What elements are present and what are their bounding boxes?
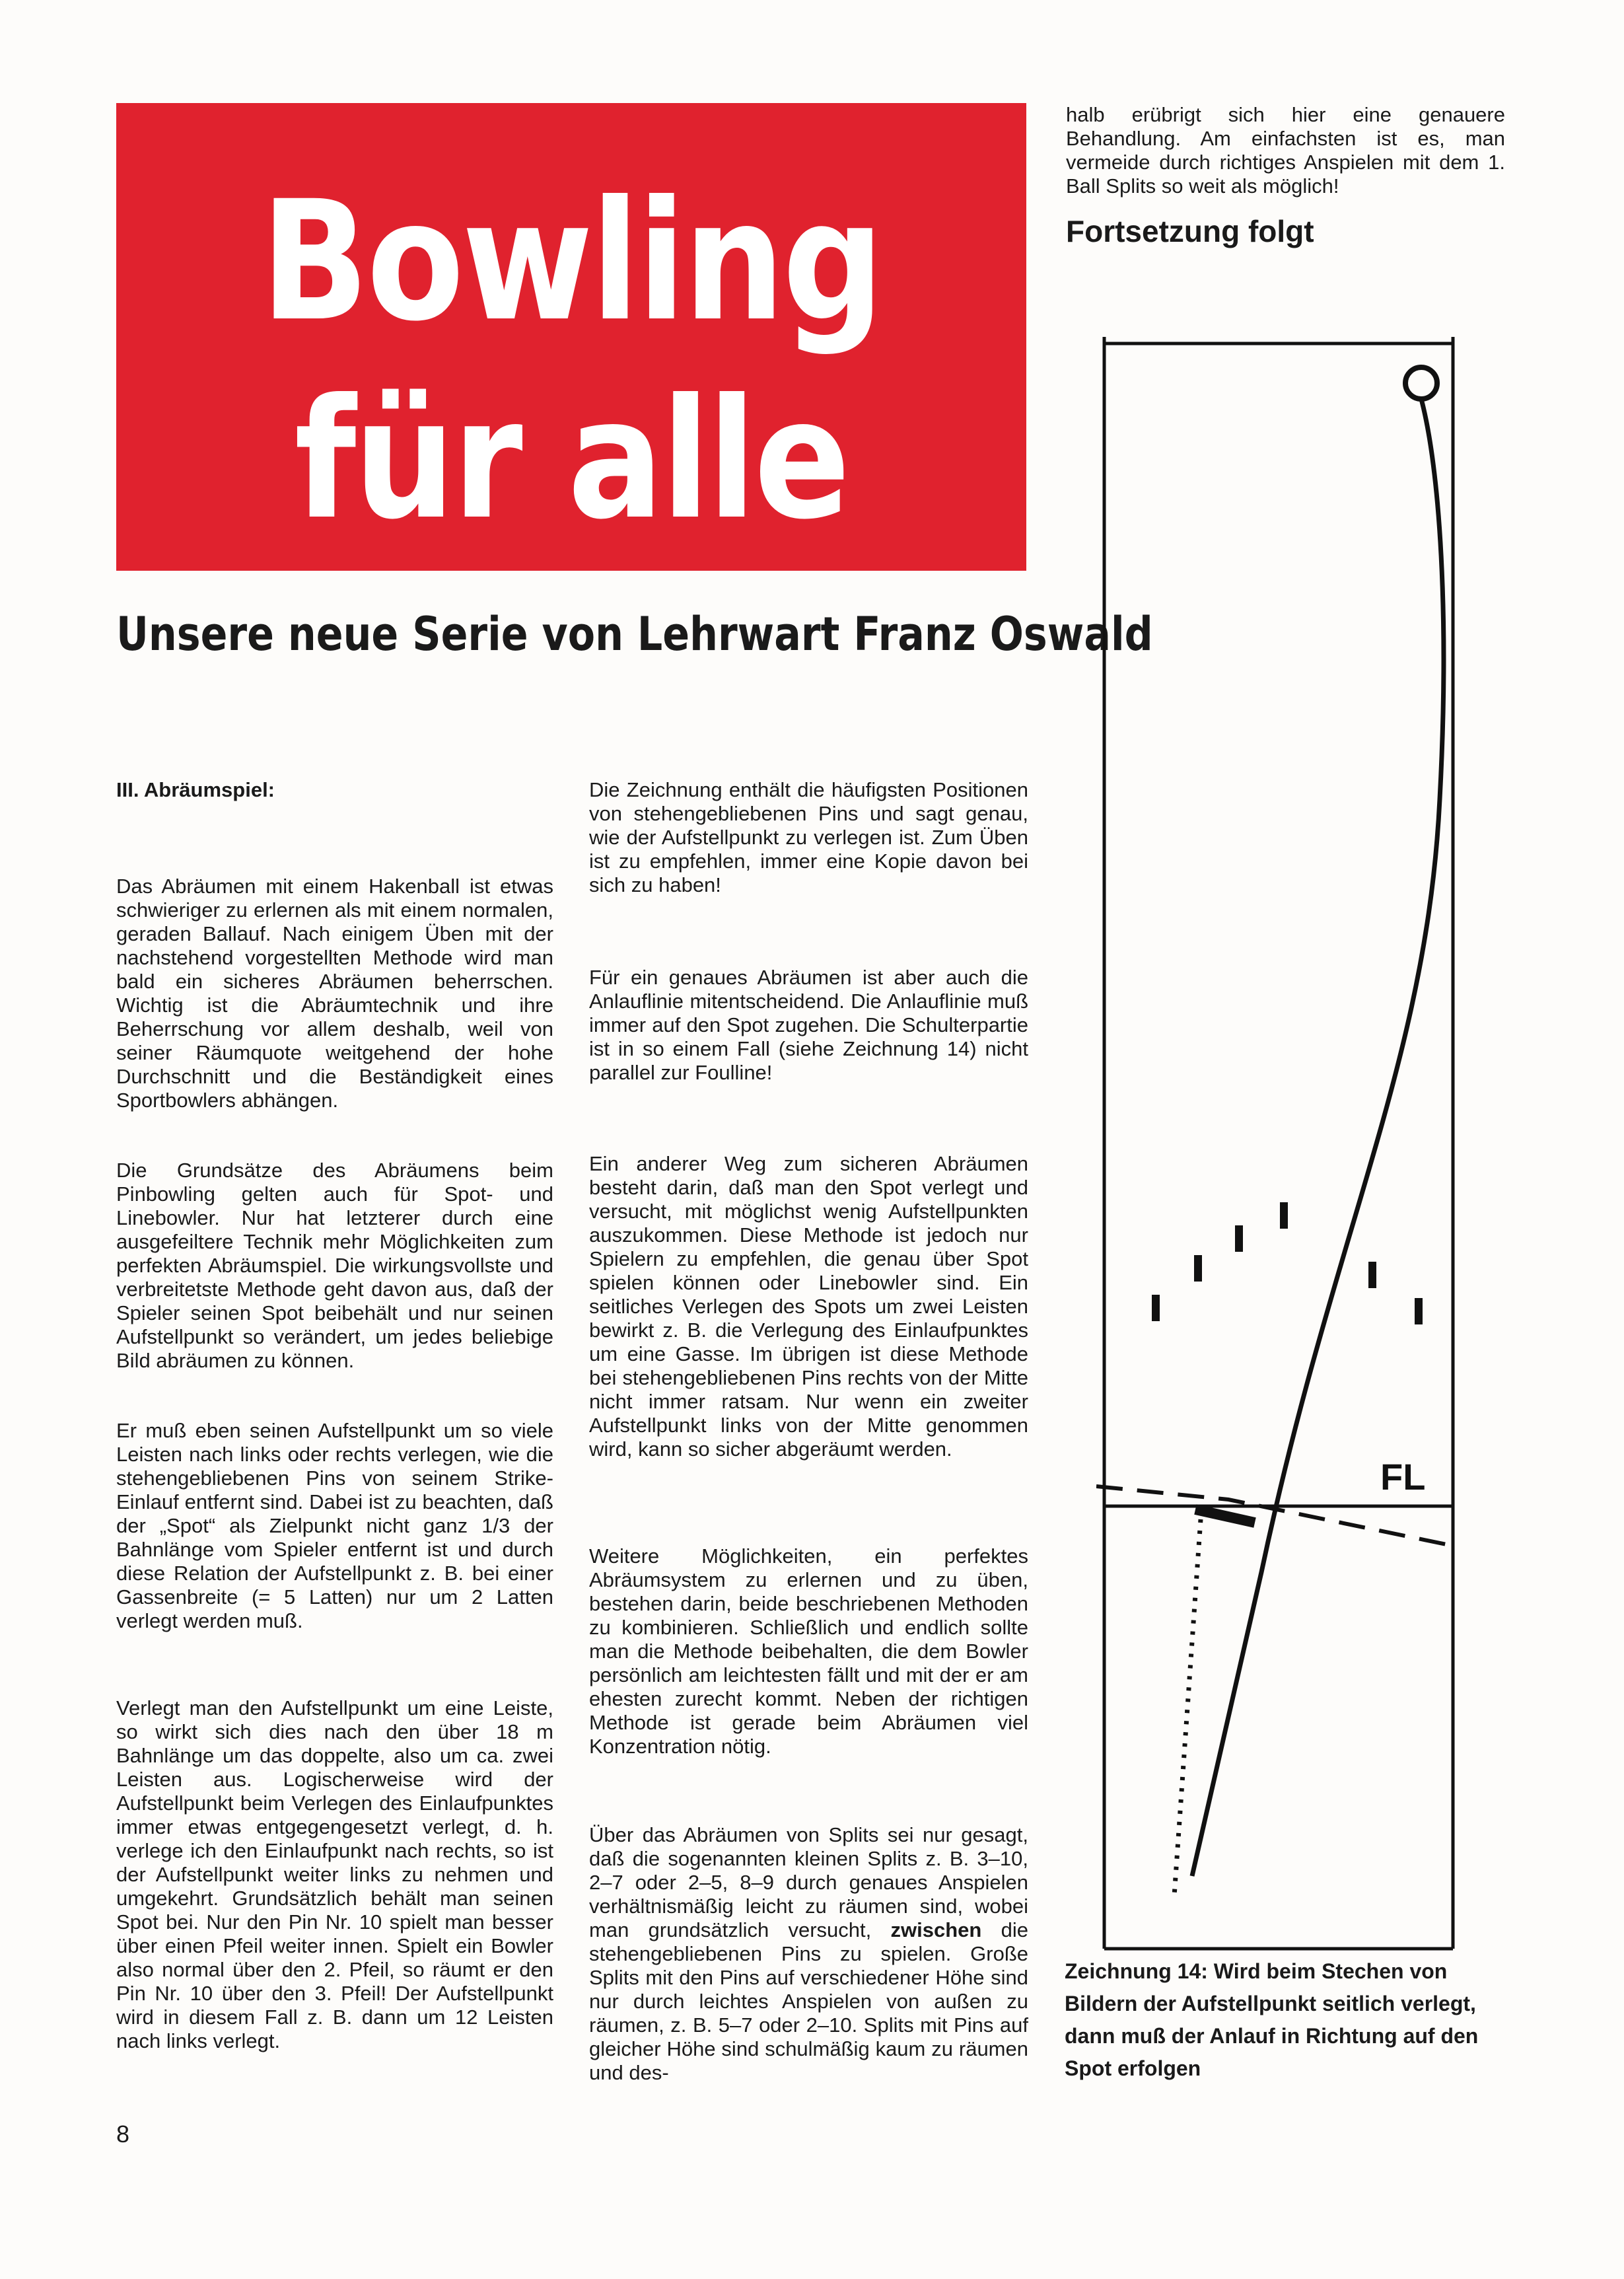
col1-para-3 (116, 1419, 553, 1633)
title-banner (116, 103, 1026, 571)
paragraph-part: Über das Abräumen von Splits sei nur gesagt, daß die sogenannten kleinen Splits z. B. 3–10, 2–7 oder 2–5, 8–9 durch genaues Anspielen verhältnismäßig leicht zu räumen sind, wobei man grundsätzlich versucht, (589, 1823, 1028, 1941)
section-heading (116, 778, 553, 802)
title-line-2: für alle (294, 363, 849, 556)
paragraph: Für ein genaues Abräumen ist aber auch die Anlauflinie mitentscheidend. Die Anlauflinie muß immer auf den Spot zugehen. Die Schulterpartie ist in so einem Fall (siehe Zeichnung 14) nicht parallel zur Foulline! (589, 966, 1028, 1084)
col3-intro (1066, 103, 1505, 198)
ball-path-dotted (1174, 1519, 1201, 1896)
stance-marker (1195, 1509, 1255, 1523)
pin-1 (1152, 1295, 1160, 1321)
pin-5 (1368, 1262, 1376, 1288)
pin-4 (1280, 1202, 1288, 1229)
emphasis: zwischen (890, 1918, 982, 1941)
approach-line (1192, 399, 1444, 1876)
section-heading-text: III. Abräumspiel: (116, 778, 275, 801)
paragraph: Die Grundsätze des Abräumens beim Pinbowling gelten auch für Spot- und Linebowler. Nur hat letzterer durch eine ausgefeiltere Technik mehr Möglichkeiten zum perfekten Abräumspiel. Die wirkungsvollste und verbreitetste Methode geht davon aus, daß der Spieler seinen Spot beibehält und nur seinen Aufstellpunkt so verändert, um jedes beliebige Bild abräumen zu können. (116, 1159, 553, 1372)
subtitle: Unsere neue Serie von Lehrwart Franz Oswald (116, 607, 1153, 661)
paragraph: Das Abräumen mit einem Hakenball ist etwas schwieriger zu erlernen als mit einem normalen, geraden Ballauf. Nach einigem Üben mit der nachstehend vorgestellten Methode wird man bald ein sicheres Abräumen beherrschen. Wichtig ist die Abräumtechnik und ihre Beherrschung vor allem deshalb, weil von seiner Räumquote weitgehend der hohe Durchschnitt und die Beständigkeit eines Sportbowlers abhängen. (116, 875, 553, 1112)
paragraph: Weitere Möglichkeiten, ein perfektes Abräumsystem zu erlernen und zu üben, bestehen darin, beide beschriebenen Methoden zu kombinieren. Schließlich und endlich sollte man die Methode beibehalten, die dem Bowler persönlich am leichtesten fällt und mit der er am ehesten zurecht kommt. Neben der richtigen Methode ist gerade beim Abräumen viel Konzentration nötig. (589, 1544, 1028, 1758)
foul-line-label: FL (1380, 1456, 1426, 1498)
pin-2 (1194, 1255, 1202, 1282)
col2-para-2 (589, 966, 1028, 1085)
pin-6 (1415, 1298, 1423, 1324)
col1-para-2 (116, 1159, 553, 1373)
continued-label: Fortsetzung folgt (1066, 214, 1314, 248)
col2-para-4 (589, 1544, 1028, 1758)
col2-para-1 (589, 778, 1028, 897)
paragraph (589, 1823, 1028, 2085)
col1-para-1 (116, 875, 553, 1112)
paragraph: Er muß eben seinen Aufstellpunkt um so viele Leisten nach links oder rechts verlegen, wie die stehengebliebenen Pins von seinem Strike-Einlauf entfernt sind. Dabei ist zu beachten, daß der „Spot“ als Zielpunkt nicht ganz 1/3 der Bahnlänge vom Spieler entfernt ist und durch diese Relation der Aufstellpunkt z. B. bei einer Gassenbreite (= 5 Latten) nur um 2 Latten verlegt werden muß. (116, 1419, 553, 1632)
col2-para-3 (589, 1152, 1028, 1461)
col2-para-5 (589, 1823, 1028, 2085)
paragraph: halb erübrigt sich hier eine genauere Behandlung. Am einfachsten ist es, man vermeide durch richtiges Anspielen mit dem 1. Ball Splits so weit als möglich! (1066, 103, 1505, 198)
paragraph: Verlegt man den Aufstellpunkt um eine Leiste, so wirkt sich dies nach den über 18 m Bahnlänge um das doppelte, also um ca. zwei Leisten aus. Logischerweise wird der Aufstellpunkt beim Verlegen des Einlaufpunktes immer etwas entgegengesetzt verlegt, d. h. verlege ich den Einlaufpunkt nach rechts, so ist der Aufstellpunkt weiter links zu nehmen und umgekehrt. Grundsätzlich behält man seinen Spot bei. Nur den Pin Nr. 10 spielt man besser über einen Pfeil weiter innen. Spielt ein Bowler also normal über den 2. Pfeil, so räumt er den Pin Nr. 10 über den 3. Pfeil! Der Aufstellpunkt wird in diesem Fall z. B. dann um 12 Leisten nach links verlegt. (116, 1696, 553, 2052)
target-circle (1405, 367, 1437, 399)
page-number: 8 (116, 2120, 130, 2148)
paragraph-part: die stehengebliebenen Pins zu spielen. Große Splits mit den Pins auf verschiedener Höhe sind nur durch leichtes Anspielen von außen zu räumen, z. B. 5–7 oder 2–10. Splits mit Pins auf gleicher Höhe sind schulmäßig kaum zu räumen und des- (589, 1918, 1028, 2084)
lane-diagram (1096, 337, 1466, 1955)
title-line-1: Bowling (260, 165, 882, 357)
paragraph: Die Zeichnung enthält die häufigsten Positionen von stehengebliebenen Pins und sagt genau, wie der Aufstellpunkt zu verlegen ist. Zum Üben ist zu empfehlen, immer eine Kopie davon bei sich zu haben! (589, 778, 1028, 896)
paragraph: Ein anderer Weg zum sicheren Abräumen besteht darin, daß man den Spot verlegt und versucht, mit möglichst wenig Aufstellpunkten auszukommen. Diese Methode ist jedoch nur Spielern zu empfehlen, die genau über Spot spielen können oder Linebowler sind. Ein seitliches Verlegen des Spots um zwei Leisten bewirkt z. B. die Verlegung des Einlaufpunktes um eine Gasse. Im übrigen ist diese Methode bei stehengebliebenen Pins rechts von der Mitte nicht immer ratsam. Nur wenn ein zweiter Aufstellpunkt links von der Mitte genommen wird, kann so sicher abgeräumt werden. (589, 1152, 1028, 1461)
col1-para-4 (116, 1696, 553, 2053)
figure-caption: Zeichnung 14: Wird beim Stechen von Bildern der Aufstellpunkt seitlich verlegt, dann muß der Anlauf in Richtung auf den Spot erfolgen (1065, 1959, 1479, 2080)
pin-3 (1235, 1225, 1243, 1252)
